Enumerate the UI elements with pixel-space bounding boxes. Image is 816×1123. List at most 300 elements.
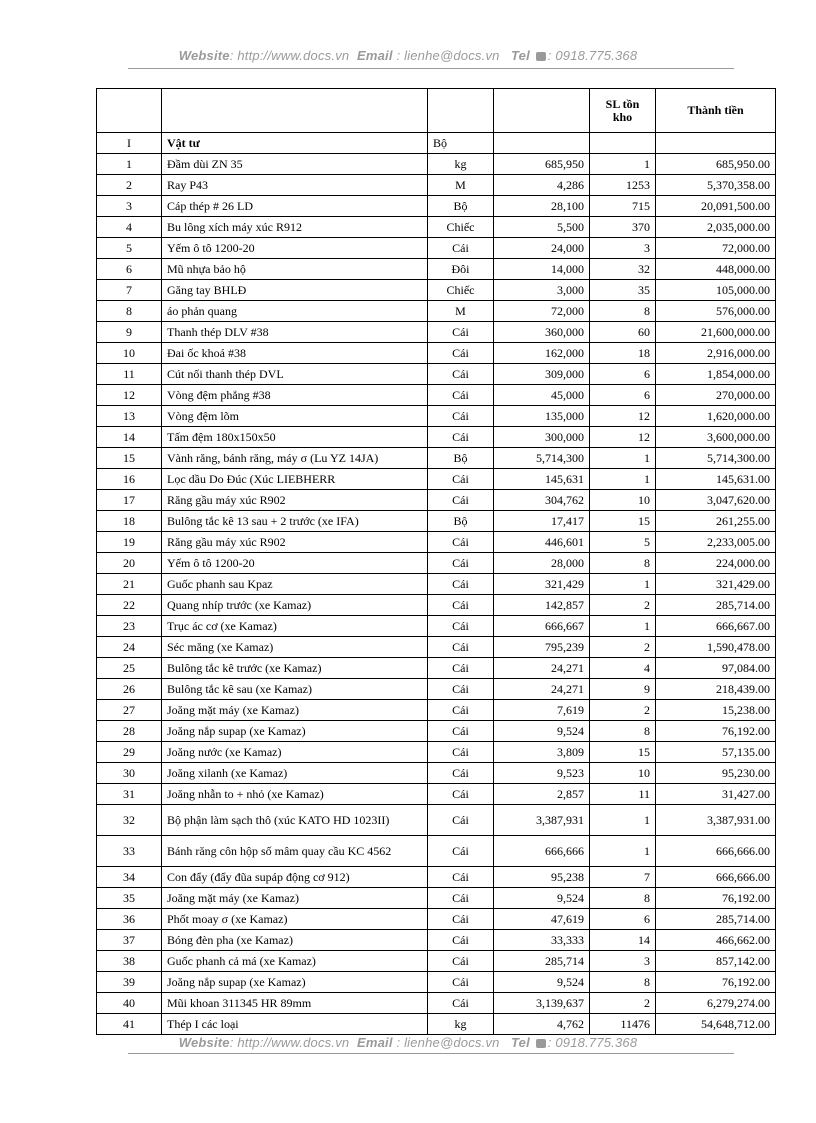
cell-name: Bu lông xích máy xúc R912 <box>162 217 428 238</box>
cell-total: 261,255.00 <box>656 511 776 532</box>
section-price <box>494 133 590 154</box>
cell-price: 47,619 <box>494 909 590 930</box>
cell-qty: 18 <box>590 343 656 364</box>
cell-name: Guốc phanh cả má (xe Kamaz) <box>162 951 428 972</box>
footer-website-value[interactable]: : http://www.docs.vn <box>229 1035 350 1050</box>
cell-name: Găng tay BHLĐ <box>162 280 428 301</box>
section-total <box>656 133 776 154</box>
cell-qty: 6 <box>590 909 656 930</box>
cell-qty: 8 <box>590 553 656 574</box>
col-unit-header <box>428 89 494 133</box>
cell-price: 28,100 <box>494 196 590 217</box>
cell-price: 685,950 <box>494 154 590 175</box>
table-row <box>97 448 776 469</box>
cell-unit: M <box>428 175 494 196</box>
cell-unit: Chiếc <box>428 280 494 301</box>
cell-qty: 2 <box>590 993 656 1014</box>
cell-unit: Bộ <box>428 448 494 469</box>
cell-name: Cáp thép # 26 LD <box>162 196 428 217</box>
footer-email-value[interactable]: : lienhe@docs.vn <box>396 1035 500 1050</box>
table-row <box>97 930 776 951</box>
cell-name: áo phản quang <box>162 301 428 322</box>
table-row <box>97 469 776 490</box>
cell-price: 45,000 <box>494 385 590 406</box>
footer-tel-label: Tel <box>511 1035 530 1050</box>
cell-total: 6,279,274.00 <box>656 993 776 1014</box>
cell-total: 54,648,712.00 <box>656 1014 776 1035</box>
table-row <box>97 343 776 364</box>
cell-no: 27 <box>97 700 162 721</box>
cell-total: 218,439.00 <box>656 679 776 700</box>
cell-price: 285,714 <box>494 951 590 972</box>
website-label: Website <box>178 48 230 63</box>
cell-no: 16 <box>97 469 162 490</box>
cell-total: 448,000.00 <box>656 259 776 280</box>
cell-qty: 14 <box>590 930 656 951</box>
cell-no: 6 <box>97 259 162 280</box>
cell-total: 666,667.00 <box>656 616 776 637</box>
cell-no: 4 <box>97 217 162 238</box>
cell-unit: Cái <box>428 784 494 805</box>
table-row <box>97 217 776 238</box>
cell-no: 26 <box>97 679 162 700</box>
inventory-table <box>96 88 776 1035</box>
cell-name: Răng gầu máy xúc R902 <box>162 532 428 553</box>
cell-name: Răng gầu máy xúc R902 <box>162 490 428 511</box>
cell-name: Con đẩy (đẩy đũa supáp động cơ 912) <box>162 867 428 888</box>
cell-total: 1,620,000.00 <box>656 406 776 427</box>
cell-price: 795,239 <box>494 637 590 658</box>
cell-unit: Cái <box>428 700 494 721</box>
cell-name: Đai ốc khoá #38 <box>162 343 428 364</box>
table-header-row <box>97 89 776 133</box>
cell-unit: Cái <box>428 972 494 993</box>
cell-price: 7,619 <box>494 700 590 721</box>
cell-no: 23 <box>97 616 162 637</box>
cell-qty: 11476 <box>590 1014 656 1035</box>
cell-no: 19 <box>97 532 162 553</box>
cell-unit: Cái <box>428 930 494 951</box>
table-row <box>97 993 776 1014</box>
cell-no: 41 <box>97 1014 162 1035</box>
cell-name: Vòng đệm phẳng #38 <box>162 385 428 406</box>
cell-total: 145,631.00 <box>656 469 776 490</box>
cell-name: Bánh răng côn hộp số mâm quay cầu KC 4562 <box>162 836 428 867</box>
cell-unit: Chiếc <box>428 217 494 238</box>
cell-unit: Đôi <box>428 259 494 280</box>
cell-price: 142,857 <box>494 595 590 616</box>
cell-unit: Cái <box>428 867 494 888</box>
cell-price: 28,000 <box>494 553 590 574</box>
table-row <box>97 909 776 930</box>
cell-no: 11 <box>97 364 162 385</box>
table-row <box>97 511 776 532</box>
cell-unit: Cái <box>428 721 494 742</box>
cell-unit: Cái <box>428 490 494 511</box>
cell-no: 40 <box>97 993 162 1014</box>
cell-price: 446,601 <box>494 532 590 553</box>
cell-total: 2,233,005.00 <box>656 532 776 553</box>
cell-name: Mũ nhựa bảo hộ <box>162 259 428 280</box>
footer-website-label: Website <box>178 1035 230 1050</box>
cell-name: Quang nhíp trước (xe Kamaz) <box>162 595 428 616</box>
cell-qty: 6 <box>590 385 656 406</box>
cell-unit: Cái <box>428 658 494 679</box>
cell-name: Guốc phanh sau Kpaz <box>162 574 428 595</box>
cell-name: Yếm ô tô 1200-20 <box>162 238 428 259</box>
cell-price: 145,631 <box>494 469 590 490</box>
cell-no: 39 <box>97 972 162 993</box>
cell-price: 9,523 <box>494 763 590 784</box>
cell-qty: 370 <box>590 217 656 238</box>
cell-unit: Cái <box>428 532 494 553</box>
cell-total: 72,000.00 <box>656 238 776 259</box>
table-row <box>97 532 776 553</box>
table-row <box>97 888 776 909</box>
cell-no: 13 <box>97 406 162 427</box>
cell-no: 30 <box>97 763 162 784</box>
cell-no: 25 <box>97 658 162 679</box>
table-row <box>97 385 776 406</box>
cell-qty: 15 <box>590 742 656 763</box>
table-row <box>97 238 776 259</box>
cell-name: Bộ phận làm sạch thô (xúc KATO HD 1023II) <box>162 805 428 836</box>
email-value[interactable]: : lienhe@docs.vn <box>396 48 500 63</box>
cell-qty: 35 <box>590 280 656 301</box>
cell-no: 14 <box>97 427 162 448</box>
cell-total: 3,600,000.00 <box>656 427 776 448</box>
table-row <box>97 616 776 637</box>
cell-qty: 3 <box>590 238 656 259</box>
cell-no: 17 <box>97 490 162 511</box>
cell-qty: 12 <box>590 406 656 427</box>
cell-qty: 715 <box>590 196 656 217</box>
cell-name: Trục ác cơ (xe Kamaz) <box>162 616 428 637</box>
cell-name: Bóng đèn pha (xe Kamaz) <box>162 930 428 951</box>
cell-price: 3,809 <box>494 742 590 763</box>
cell-qty: 9 <box>590 679 656 700</box>
cell-qty: 3 <box>590 951 656 972</box>
cell-qty: 11 <box>590 784 656 805</box>
cell-no: 7 <box>97 280 162 301</box>
cell-qty: 12 <box>590 427 656 448</box>
cell-qty: 2 <box>590 700 656 721</box>
col-no-header <box>97 89 162 133</box>
cell-price: 2,857 <box>494 784 590 805</box>
cell-unit: Cái <box>428 993 494 1014</box>
cell-price: 360,000 <box>494 322 590 343</box>
cell-qty: 8 <box>590 888 656 909</box>
table-row <box>97 427 776 448</box>
cell-unit: Cái <box>428 763 494 784</box>
cell-unit: Cái <box>428 364 494 385</box>
cell-price: 309,000 <box>494 364 590 385</box>
cell-total: 685,950.00 <box>656 154 776 175</box>
cell-unit: Cái <box>428 574 494 595</box>
cell-no: 32 <box>97 805 162 836</box>
cell-unit: Cái <box>428 679 494 700</box>
cell-unit: Cái <box>428 595 494 616</box>
cell-total: 76,192.00 <box>656 888 776 909</box>
footer-phone-icon <box>536 1039 546 1048</box>
cell-unit: Cái <box>428 836 494 867</box>
cell-total: 97,084.00 <box>656 658 776 679</box>
cell-price: 135,000 <box>494 406 590 427</box>
cell-name: Lọc dầu Do Đúc (Xúc LIEBHERR <box>162 469 428 490</box>
cell-price: 14,000 <box>494 259 590 280</box>
cell-no: 3 <box>97 196 162 217</box>
cell-no: 29 <box>97 742 162 763</box>
table-row <box>97 364 776 385</box>
cell-qty: 1 <box>590 805 656 836</box>
cell-no: 37 <box>97 930 162 951</box>
cell-name: Vành răng, bánh răng, máy σ (Lu YZ 14JA) <box>162 448 428 469</box>
cell-name: Yếm ô tô 1200-20 <box>162 553 428 574</box>
cell-no: 8 <box>97 301 162 322</box>
cell-name: Séc măng (xe Kamaz) <box>162 637 428 658</box>
cell-name: Mũi khoan 311345 HR 89mm <box>162 993 428 1014</box>
cell-total: 321,429.00 <box>656 574 776 595</box>
cell-no: 15 <box>97 448 162 469</box>
cell-qty: 1 <box>590 616 656 637</box>
cell-unit: Cái <box>428 637 494 658</box>
section-no: I <box>97 133 162 154</box>
table-row <box>97 836 776 867</box>
cell-name: Joăng mặt máy (xe Kamaz) <box>162 700 428 721</box>
cell-price: 72,000 <box>494 301 590 322</box>
cell-no: 33 <box>97 836 162 867</box>
cell-total: 285,714.00 <box>656 909 776 930</box>
cell-unit: M <box>428 301 494 322</box>
cell-qty: 1253 <box>590 175 656 196</box>
cell-unit: Cái <box>428 888 494 909</box>
table-row <box>97 553 776 574</box>
cell-total: 2,035,000.00 <box>656 217 776 238</box>
cell-no: 20 <box>97 553 162 574</box>
table-row <box>97 154 776 175</box>
phone-icon <box>536 52 546 61</box>
cell-unit: Cái <box>428 385 494 406</box>
cell-name: Phốt moay σ (xe Kamaz) <box>162 909 428 930</box>
table-row <box>97 175 776 196</box>
cell-unit: Cái <box>428 406 494 427</box>
cell-unit: Cái <box>428 742 494 763</box>
cell-no: 12 <box>97 385 162 406</box>
table-row <box>97 742 776 763</box>
cell-price: 321,429 <box>494 574 590 595</box>
cell-qty: 2 <box>590 595 656 616</box>
cell-unit: Cái <box>428 616 494 637</box>
cell-no: 9 <box>97 322 162 343</box>
cell-name: Bulông tắc kê trước (xe Kamaz) <box>162 658 428 679</box>
cell-total: 31,427.00 <box>656 784 776 805</box>
cell-total: 3,387,931.00 <box>656 805 776 836</box>
cell-total: 576,000.00 <box>656 301 776 322</box>
cell-no: 24 <box>97 637 162 658</box>
cell-total: 105,000.00 <box>656 280 776 301</box>
tel-label: Tel <box>511 48 530 63</box>
cell-total: 95,230.00 <box>656 763 776 784</box>
cell-total: 285,714.00 <box>656 595 776 616</box>
cell-qty: 2 <box>590 637 656 658</box>
cell-name: Joăng xilanh (xe Kamaz) <box>162 763 428 784</box>
table-row <box>97 972 776 993</box>
cell-no: 34 <box>97 867 162 888</box>
section-unit: Bộ <box>428 133 494 154</box>
cell-unit: kg <box>428 1014 494 1035</box>
cell-total: 466,662.00 <box>656 930 776 951</box>
cell-qty: 5 <box>590 532 656 553</box>
table-row <box>97 867 776 888</box>
cell-price: 95,238 <box>494 867 590 888</box>
footer-tel-value: : 0918.775.368 <box>547 1035 638 1050</box>
cell-qty: 1 <box>590 448 656 469</box>
cell-price: 9,524 <box>494 888 590 909</box>
cell-total: 1,590,478.00 <box>656 637 776 658</box>
cell-total: 20,091,500.00 <box>656 196 776 217</box>
cell-no: 2 <box>97 175 162 196</box>
cell-name: Đầm dùi ZN 35 <box>162 154 428 175</box>
cell-price: 304,762 <box>494 490 590 511</box>
cell-total: 666,666.00 <box>656 867 776 888</box>
page-footer <box>0 1035 816 1050</box>
cell-name: Joăng nắp supap (xe Kamaz) <box>162 721 428 742</box>
cell-total: 57,135.00 <box>656 742 776 763</box>
section-name: Vật tư <box>162 133 428 154</box>
table-row <box>97 1014 776 1035</box>
email-label: Email <box>356 48 393 63</box>
cell-total: 76,192.00 <box>656 721 776 742</box>
cell-no: 5 <box>97 238 162 259</box>
cell-qty: 10 <box>590 763 656 784</box>
cell-total: 76,192.00 <box>656 972 776 993</box>
cell-unit: Cái <box>428 553 494 574</box>
cell-qty: 1 <box>590 469 656 490</box>
table-row <box>97 259 776 280</box>
cell-qty: 8 <box>590 972 656 993</box>
cell-no: 36 <box>97 909 162 930</box>
page-header <box>0 48 816 63</box>
table-row <box>97 196 776 217</box>
cell-price: 300,000 <box>494 427 590 448</box>
cell-unit: Cái <box>428 238 494 259</box>
footer-email-label: Email <box>356 1035 393 1050</box>
cell-name: Joăng nắp supap (xe Kamaz) <box>162 972 428 993</box>
cell-price: 5,500 <box>494 217 590 238</box>
cell-total: 857,142.00 <box>656 951 776 972</box>
table-row <box>97 721 776 742</box>
table-row <box>97 784 776 805</box>
col-total-header: Thành tiền <box>656 89 776 133</box>
col-price-header <box>494 89 590 133</box>
cell-no: 28 <box>97 721 162 742</box>
cell-total: 270,000.00 <box>656 385 776 406</box>
cell-no: 35 <box>97 888 162 909</box>
website-value[interactable]: : http://www.docs.vn <box>229 48 350 63</box>
cell-price: 3,000 <box>494 280 590 301</box>
cell-unit: Cái <box>428 805 494 836</box>
table-row <box>97 595 776 616</box>
cell-qty: 7 <box>590 867 656 888</box>
cell-unit: Bộ <box>428 196 494 217</box>
cell-unit: Cái <box>428 343 494 364</box>
cell-qty: 8 <box>590 721 656 742</box>
col-name-header <box>162 89 428 133</box>
cell-name: Joăng mặt máy (xe Kamaz) <box>162 888 428 909</box>
cell-price: 4,762 <box>494 1014 590 1035</box>
table-row <box>97 301 776 322</box>
cell-qty: 10 <box>590 490 656 511</box>
table-row <box>97 763 776 784</box>
cell-name: Bulông tắc kê sau (xe Kamaz) <box>162 679 428 700</box>
cell-price: 33,333 <box>494 930 590 951</box>
footer-rule <box>128 1053 734 1054</box>
cell-qty: 1 <box>590 574 656 595</box>
table-row <box>97 658 776 679</box>
cell-qty: 1 <box>590 836 656 867</box>
cell-price: 666,667 <box>494 616 590 637</box>
table-row <box>97 322 776 343</box>
cell-no: 1 <box>97 154 162 175</box>
cell-no: 18 <box>97 511 162 532</box>
cell-qty: 32 <box>590 259 656 280</box>
cell-total: 2,916,000.00 <box>656 343 776 364</box>
header-rule <box>128 68 734 69</box>
cell-price: 24,271 <box>494 658 590 679</box>
cell-price: 3,139,637 <box>494 993 590 1014</box>
cell-qty: 60 <box>590 322 656 343</box>
cell-price: 162,000 <box>494 343 590 364</box>
cell-name: Cút nối thanh thép DVL <box>162 364 428 385</box>
cell-no: 10 <box>97 343 162 364</box>
cell-price: 17,417 <box>494 511 590 532</box>
table-row <box>97 805 776 836</box>
cell-price: 9,524 <box>494 721 590 742</box>
col-qty-header: SL tồn kho <box>590 89 656 133</box>
cell-total: 5,714,300.00 <box>656 448 776 469</box>
cell-qty: 6 <box>590 364 656 385</box>
cell-unit: Cái <box>428 469 494 490</box>
cell-name: Tấm đệm 180x150x50 <box>162 427 428 448</box>
cell-name: Vòng đệm lõm <box>162 406 428 427</box>
table-row <box>97 637 776 658</box>
cell-price: 666,666 <box>494 836 590 867</box>
cell-qty: 4 <box>590 658 656 679</box>
cell-qty: 1 <box>590 154 656 175</box>
cell-name: Ray P43 <box>162 175 428 196</box>
cell-name: Joăng nhẫn to + nhỏ (xe Kamaz) <box>162 784 428 805</box>
section-qty <box>590 133 656 154</box>
cell-unit: kg <box>428 154 494 175</box>
cell-price: 24,000 <box>494 238 590 259</box>
cell-name: Thép I các loại <box>162 1014 428 1035</box>
cell-total: 21,600,000.00 <box>656 322 776 343</box>
section-row <box>97 133 776 154</box>
table-row <box>97 280 776 301</box>
cell-total: 3,047,620.00 <box>656 490 776 511</box>
cell-no: 22 <box>97 595 162 616</box>
cell-unit: Bộ <box>428 511 494 532</box>
cell-unit: Cái <box>428 322 494 343</box>
table-row <box>97 700 776 721</box>
cell-price: 9,524 <box>494 972 590 993</box>
cell-name: Bulông tắc kê 13 sau + 2 trước (xe IFA) <box>162 511 428 532</box>
cell-qty: 15 <box>590 511 656 532</box>
table-row <box>97 490 776 511</box>
cell-price: 5,714,300 <box>494 448 590 469</box>
cell-unit: Cái <box>428 951 494 972</box>
cell-name: Thanh thép DLV #38 <box>162 322 428 343</box>
